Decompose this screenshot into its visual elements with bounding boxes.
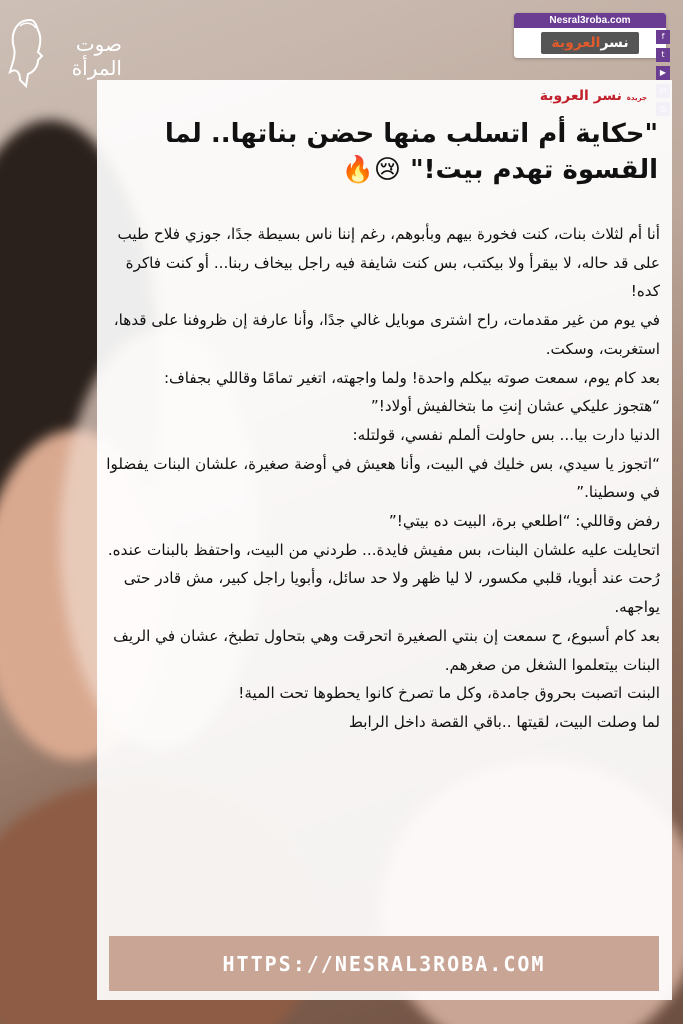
story-quote: “هتجوز عليكي عشان إنتِ ما بتخالفيش أولاد!” [370, 397, 660, 416]
site-logo-accent: العروبة [551, 35, 601, 51]
footer-url[interactable]: HTTPS://NESRAL3ROBA.COM [222, 951, 546, 976]
card-logo-text: نسر العروبة [539, 88, 622, 104]
story-paragraph: البنت اتصبت بحروق جامدة، وكل ما تصرخ كانوا يحطوها تحت المية! [238, 684, 660, 703]
woman-silhouette-icon [8, 16, 52, 90]
story-title: "حكاية أم اتسلب منها حضن بناتها.. لما القسوة تهدم بيت!" 😢🔥 [164, 119, 658, 185]
story-paragraph: رُحت عند أبويا، قلبي مكسور، لا ليا ظهر ولا حد سائل، وأبويا راجل كبير، مش قادر حتى يواجهه. [123, 569, 660, 617]
story-paragraph: أنا أم لثلاث بنات، كنت فخورة بيهم وبأبوهم، رغم إننا ناس بسيطة جدًا، جوزي فلاح طيب على قد حاله، لا بيقرأ ولا بيكتب، بس كنت شايفة فيه راجل بيخاف ربنا... أو كنت فاكرة كده! [117, 225, 660, 301]
story-body [105, 220, 660, 737]
youtube-icon[interactable]: ▶ [656, 66, 670, 80]
story-paragraph: رفض وقاللي: “اطلعي برة، البيت ده بيتي!” [388, 512, 660, 531]
brand-name-line2: المرأة [71, 56, 122, 80]
site-logo-chip [541, 32, 638, 54]
card-logo [540, 88, 647, 104]
story-paragraph: الدنيا دارت بيا... بس حاولت ألملم نفسي، قولتله: [352, 425, 660, 444]
story-quote: “اتجوز يا سيدي، بس خليك في البيت، وأنا هعيش في أوضة صغيرة، علشان البنات يفضلوا في وسطينا.” [106, 454, 660, 502]
story-read-more: لما وصلت البيت، لقيتها ..باقي القصة داخل الرابط [348, 712, 660, 731]
story-paragraph: بعد كام أسبوع، ح سمعت إن بنتي الصغيرة اتحرقت وهي بتحاول تطبخ، عشان في الريف البنات بيتعلموا الشغل من صغرهم. [113, 626, 660, 674]
story-card [97, 80, 672, 1000]
brand-name-line1: صوت [75, 32, 122, 56]
story-paragraph: بعد كام يوم، سمعت صوته بيكلم واحدة! ولما واجهته، اتغير تمامًا وقاللي بجفاف: [163, 368, 660, 387]
footer-link-bar[interactable] [109, 936, 659, 991]
card-logo-small: جريدة [626, 94, 647, 102]
story-paragraph: في يوم من غير مقدمات، راح اشترى موبايل غالي جدًا، وأنا عارفة إن ظروفنا على قدها، استغربت، وسكت. [113, 311, 660, 358]
brand-name [52, 32, 122, 80]
site-url: Nesral3roba.com [514, 13, 666, 28]
twitter-icon[interactable]: t [656, 48, 670, 62]
facebook-icon[interactable]: f [656, 30, 670, 44]
site-badge[interactable] [514, 13, 666, 58]
site-logo [514, 28, 666, 58]
story-paragraph: اتحايلت عليه علشان البنات، بس مفيش فايدة... طردني من البيت، واحتفظ بالبنات عنده. [107, 540, 660, 559]
site-logo-main: نسر [600, 35, 629, 51]
